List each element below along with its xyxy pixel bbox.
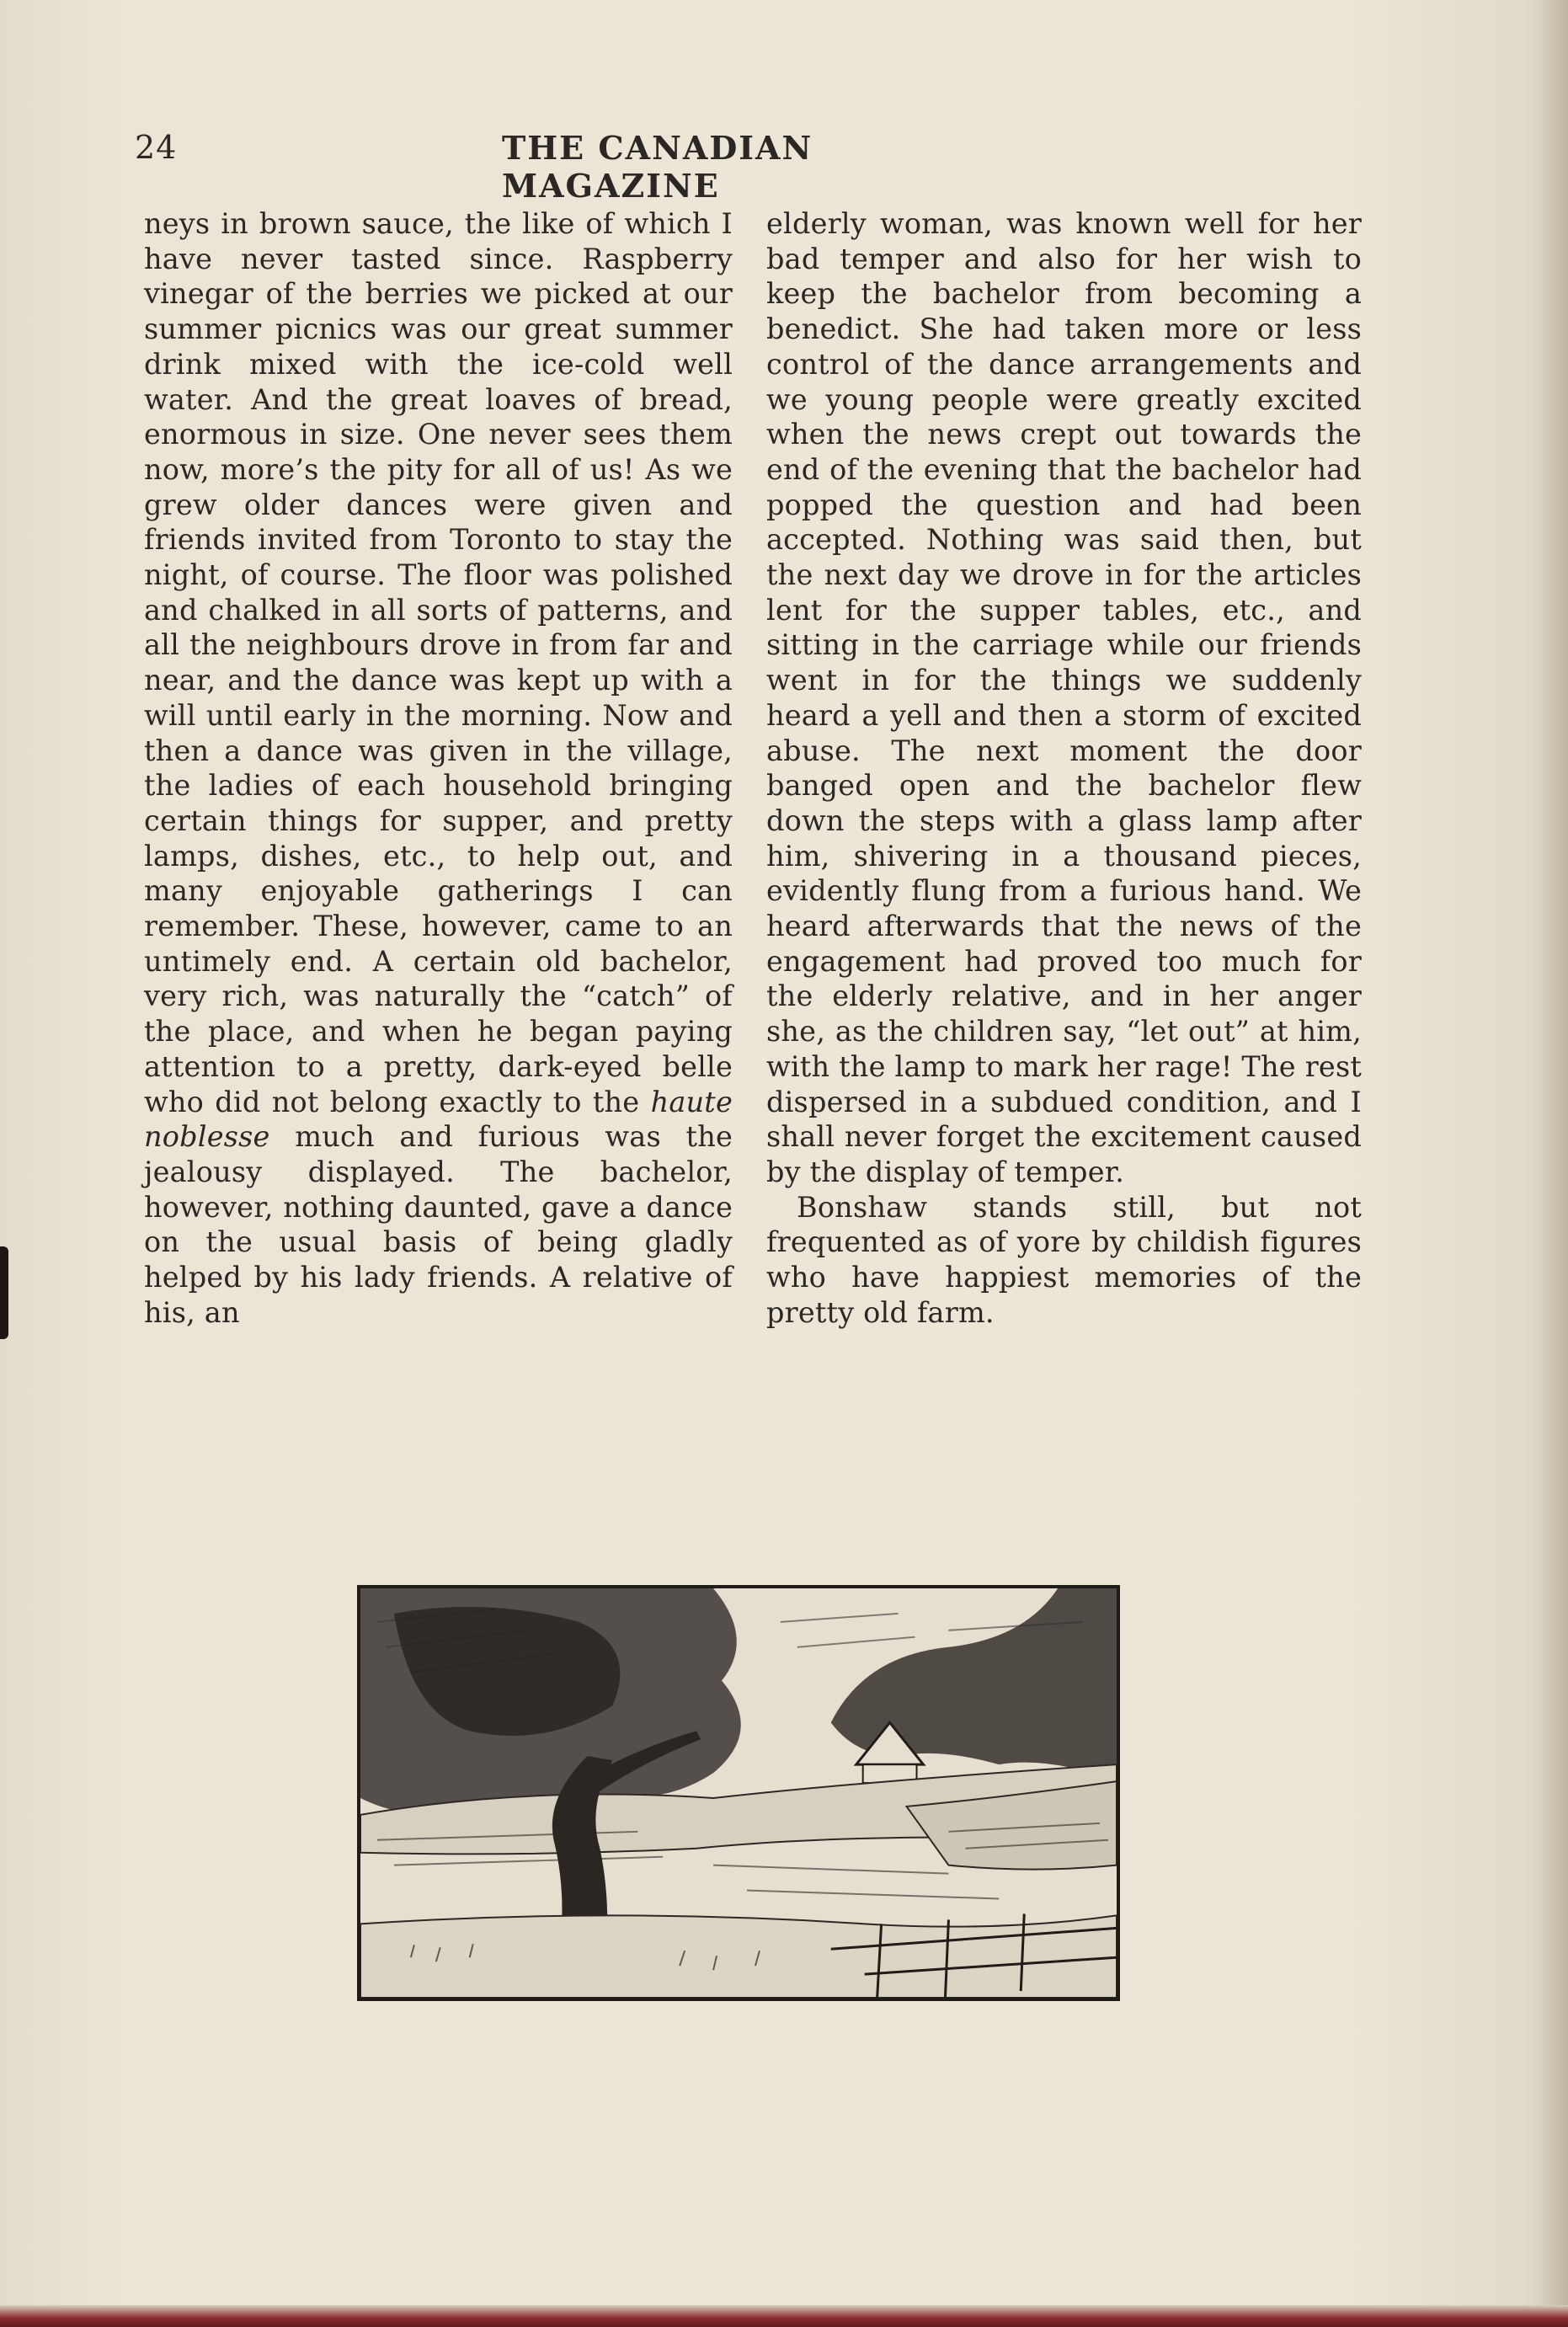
- left-column-text: neys in brown sauce, the like of which I have never tasted since. Raspberry vinegar of the berries we picked at our summer picnics was our great summer drink mixed with the ice-cold well water. And the great loaves of bread, enormous in size. One never sees them now, more’s the pity for all of us! As we grew older dances were given and friends invited from Toronto to stay the night, of course. The floor was polished and chalked in all sorts of patterns, and all the neighbours drove in from far and near, and the dance was kept up with a will until early in the morning. Now and then a dance was given in the village, the ladies of each household bringing certain things for supper, and pretty lamps, dishes, etc., to help out, and many enjoyable gatherings I can remember. These, however, came to an untimely end. A certain old bachelor, very rich, was naturally the “catch” of the place, and when he began paying attention to a pretty, dark-eyed belle who did not belong exactly to the: [144, 207, 733, 1118]
- right-paragraph-2: Bonshaw stands still, but not frequented as of yore by childish figures who have happiest memories of the pretty old farm.: [766, 1190, 1362, 1329]
- page-number: 24: [135, 129, 178, 166]
- binding-mark: [0, 1246, 8, 1339]
- left-column-text-end: much and furious was the jealousy displayed. The bachelor, however, nothing daunted, gave a dance on the usual basis of being gladly helped by his lady friends. A relative of his, an: [144, 1120, 733, 1329]
- page-edge-shadow: [1534, 0, 1568, 2327]
- running-header: [135, 129, 1027, 205]
- woodcut-farm-landscape-icon: [357, 1585, 1120, 2001]
- article-left-column: [144, 206, 733, 1331]
- left-paragraph: [144, 206, 733, 1331]
- right-paragraph-1: elderly woman, was known well for her bad temper and also for her wish to keep the bachelor from becoming a benedict. She had taken more or less control of the dance arrangements and we young people were greatly excited when the news crept out towards the end of the evening that the bachelor had popped the question and had been accepted. Nothing was said then, but the next day we drove in for the articles lent for the supper tables, etc., and sitting in the carriage while our friends went in for the things we suddenly heard a yell and then a storm of excited abuse. The next moment the door banged open and the bachelor flew down the steps with a glass lamp after him, shivering in a thousand pieces, evidently flung from a furious hand. We heard afterwards that the news of the engagement had proved too much for the elderly relative, and in her anger she, as the children say, “let out” at him, with the lamp to mark her rage! The rest dispersed in a subdued condition, and I shall never forget the excitement caused by the display of temper.: [766, 207, 1362, 1188]
- book-cover-edge: [0, 2305, 1568, 2327]
- woodcut-illustration: [360, 1588, 1117, 1998]
- italic-phrase: haute noblesse: [144, 1085, 733, 1154]
- article-right-column: [766, 206, 1362, 1331]
- magazine-title: THE CANADIAN MAGAZINE: [502, 129, 813, 205]
